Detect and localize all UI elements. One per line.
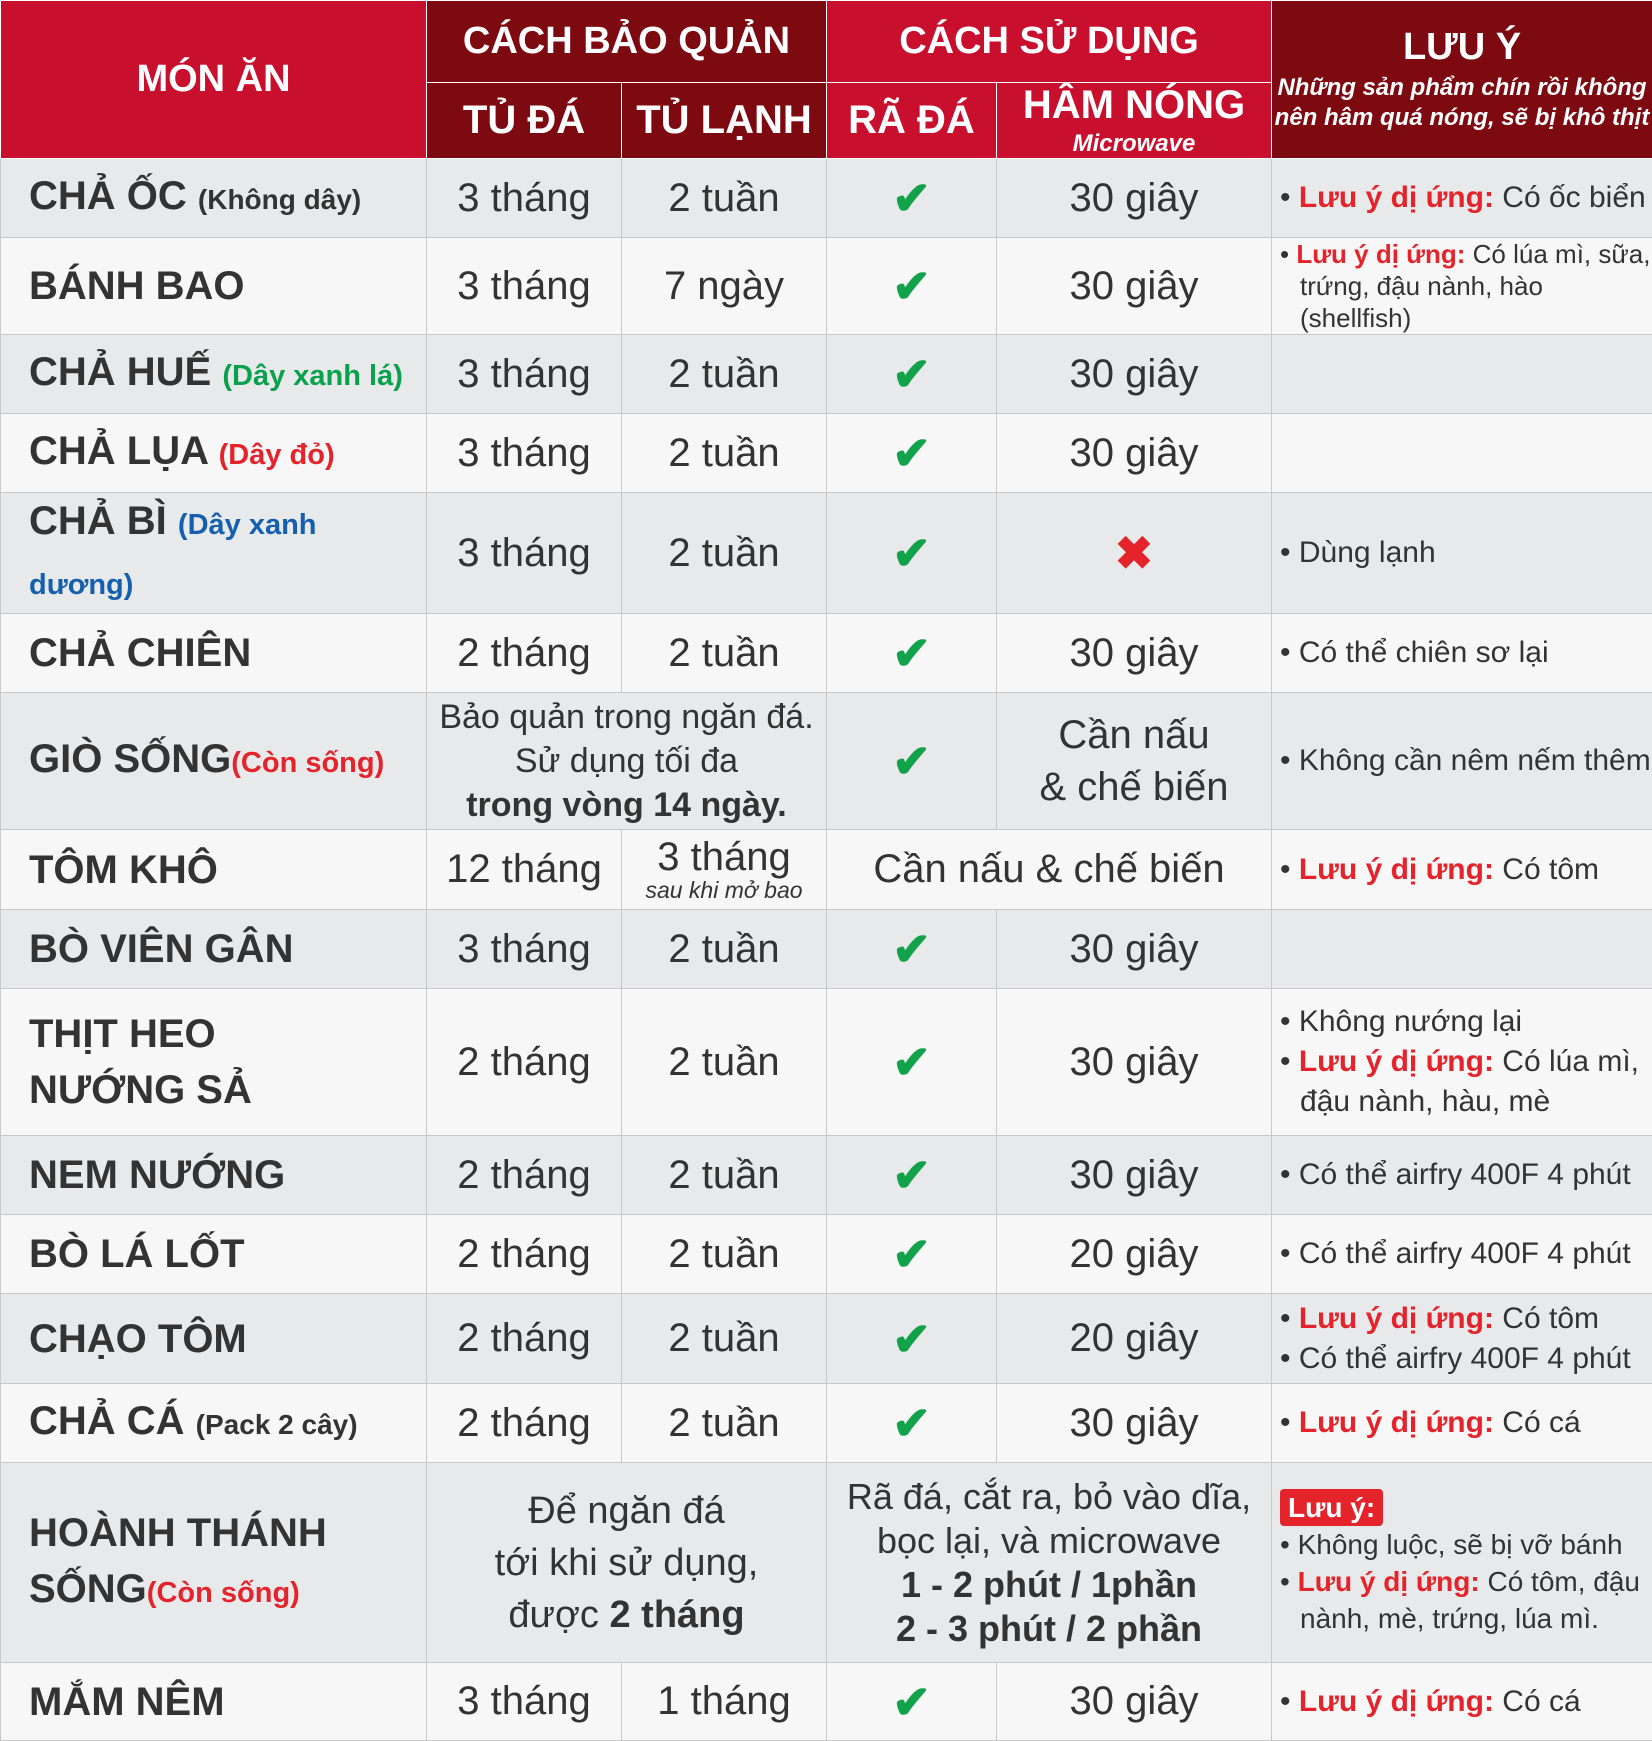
check-icon: ✔ bbox=[827, 989, 997, 1136]
usage-line: bọc lại, và microwave bbox=[827, 1519, 1271, 1563]
reheat-value: 30 giây bbox=[997, 335, 1272, 414]
note-cell bbox=[1272, 910, 1652, 989]
freezer-value: 3 tháng bbox=[427, 910, 622, 989]
item-name: CHẢ ỐC bbox=[29, 174, 187, 218]
check-icon: ✔ bbox=[827, 1384, 997, 1463]
check-icon: ✔ bbox=[827, 910, 997, 989]
note-text: Có ốc biển bbox=[1502, 181, 1645, 214]
note-text: Có lúa mì, đậu nành, hàu, mè bbox=[1300, 1045, 1639, 1118]
item-name: GIÒ SỐNG bbox=[29, 737, 231, 781]
note-text: Có cá bbox=[1502, 1685, 1580, 1718]
item-name: BÒ LÁ LỐT bbox=[29, 1232, 245, 1276]
item-tag: (Còn sống) bbox=[147, 1577, 300, 1609]
note-item: • Có thể chiên sơ lại bbox=[1280, 633, 1652, 673]
note-item: • Có thể airfry 400F 4 phút bbox=[1280, 1339, 1652, 1379]
freezer-value: 2 tháng bbox=[427, 989, 622, 1136]
reheat-value: 30 giây bbox=[997, 238, 1272, 335]
note-cell bbox=[1272, 335, 1652, 414]
note-item bbox=[1280, 1299, 1652, 1339]
item-name: CHẢ CHIÊN bbox=[29, 631, 251, 675]
note-badge: Lưu ý: bbox=[1280, 1489, 1383, 1526]
table-row bbox=[1, 238, 1652, 335]
item-tag: (Dây xanh dương) bbox=[29, 509, 317, 601]
note-item bbox=[1280, 850, 1652, 890]
allergy-label: Lưu ý dị ứng: bbox=[1299, 1302, 1494, 1335]
item-tag: (Pack 2 cây) bbox=[196, 1409, 358, 1440]
item-name-cell bbox=[1, 830, 427, 910]
storage-line: Sử dụng tối đa bbox=[427, 739, 826, 783]
check-icon: ✔ bbox=[827, 1136, 997, 1215]
check-icon: ✔ bbox=[827, 238, 997, 335]
item-name: THỊT HEO bbox=[29, 1006, 426, 1062]
item-name-cell bbox=[1, 1463, 427, 1663]
header-ham-nong-label: HÂM NÓNG bbox=[1023, 83, 1245, 127]
table-row bbox=[1, 1294, 1652, 1384]
check-icon: ✔ bbox=[827, 1294, 997, 1384]
freezer-value: 3 tháng bbox=[427, 1663, 622, 1741]
freezer-value: 3 tháng bbox=[427, 414, 622, 493]
item-name: BÁNH BAO bbox=[29, 264, 245, 308]
check-icon: ✔ bbox=[827, 159, 997, 238]
fridge-value: 2 tuần bbox=[622, 414, 827, 493]
table-row bbox=[1, 493, 1652, 614]
header-cach-su-dung: CÁCH SỬ DỤNG bbox=[827, 1, 1272, 83]
storage-line bbox=[427, 1589, 826, 1641]
reheat-value: 30 giây bbox=[997, 1384, 1272, 1463]
fridge-value: 2 tuần bbox=[622, 1384, 827, 1463]
item-tag: (Không dây) bbox=[198, 184, 361, 215]
header-ham-nong bbox=[997, 83, 1272, 159]
allergy-label: Lưu ý dị ứng: bbox=[1296, 239, 1465, 269]
note-cell bbox=[1272, 414, 1652, 493]
item-name: NƯỚNG SẢ bbox=[29, 1062, 426, 1118]
reheat-text bbox=[997, 693, 1272, 830]
item-name: CHẠO TÔM bbox=[29, 1317, 247, 1361]
note-cell bbox=[1272, 614, 1652, 693]
reheat-value: 30 giây bbox=[997, 1663, 1272, 1741]
usage-line: 1 - 2 phút / 1phần bbox=[827, 1563, 1271, 1607]
item-name: CHẢ LỤA bbox=[29, 429, 208, 473]
item-name: HOÀNH THÁNH bbox=[29, 1505, 426, 1561]
storage-word: được bbox=[508, 1594, 599, 1636]
item-name: SỐNG bbox=[29, 1567, 147, 1611]
fridge-value: 2 tuần bbox=[622, 335, 827, 414]
reheat-value: 30 giây bbox=[997, 910, 1272, 989]
fridge-value: 2 tuần bbox=[622, 910, 827, 989]
note-text: Có tôm bbox=[1502, 853, 1599, 886]
item-name-cell bbox=[1, 1384, 427, 1463]
fridge-value: 2 tuần bbox=[622, 989, 827, 1136]
reheat-value: 20 giây bbox=[997, 1215, 1272, 1294]
table-row bbox=[1, 1136, 1652, 1215]
fridge-value: 7 ngày bbox=[622, 238, 827, 335]
freezer-value: 2 tháng bbox=[427, 614, 622, 693]
storage-line: Để ngăn đá bbox=[427, 1485, 826, 1537]
note-item: • Có thể airfry 400F 4 phút bbox=[1280, 1234, 1652, 1274]
check-icon: ✔ bbox=[827, 414, 997, 493]
usage-text: Cần nấu & chế biến bbox=[827, 830, 1272, 910]
note-cell bbox=[1272, 1215, 1652, 1294]
freezer-value: 3 tháng bbox=[427, 238, 622, 335]
note-item: • Không nướng lại bbox=[1280, 1002, 1652, 1042]
header-mon-an: MÓN ĂN bbox=[1, 1, 427, 159]
usage-text bbox=[827, 1463, 1272, 1663]
note-cell bbox=[1272, 1463, 1652, 1663]
note-cell bbox=[1272, 159, 1652, 238]
note-cell bbox=[1272, 238, 1652, 335]
table-row bbox=[1, 1215, 1652, 1294]
note-text: Có cá bbox=[1502, 1406, 1580, 1439]
item-name: MẮM NÊM bbox=[29, 1680, 225, 1724]
allergy-label: Lưu ý dị ứng: bbox=[1299, 1045, 1494, 1078]
item-name-cell bbox=[1, 414, 427, 493]
note-cell bbox=[1272, 1384, 1652, 1463]
item-name-cell bbox=[1, 1294, 427, 1384]
note-item: • Có thể airfry 400F 4 phút bbox=[1280, 1155, 1652, 1195]
check-icon: ✔ bbox=[827, 1215, 997, 1294]
freezer-value: 2 tháng bbox=[427, 1294, 622, 1384]
note-item bbox=[1280, 178, 1652, 218]
storage-line: Bảo quản trong ngăn đá. bbox=[427, 695, 826, 739]
fridge-value: 2 tuần bbox=[622, 1215, 827, 1294]
item-name-cell bbox=[1, 1663, 427, 1741]
item-name: BÒ VIÊN GÂN bbox=[29, 927, 293, 971]
cross-icon: ✖ bbox=[997, 493, 1272, 614]
reheat-line: & chế biến bbox=[997, 761, 1271, 813]
item-name: TÔM KHÔ bbox=[29, 848, 218, 892]
storage-text bbox=[427, 693, 827, 830]
storage-duration: 2 tháng bbox=[609, 1594, 744, 1636]
note-text: Có lúa mì, sữa, trứng, đậu nành, hào (shellfish) bbox=[1300, 239, 1650, 333]
table-row bbox=[1, 910, 1652, 989]
storage-line: tới khi sử dụng, bbox=[427, 1537, 826, 1589]
item-name-cell bbox=[1, 493, 427, 614]
fridge-value: 2 tuần bbox=[622, 493, 827, 614]
table-row bbox=[1, 1384, 1652, 1463]
item-tag: (Còn sống) bbox=[231, 747, 384, 779]
freezer-value: 12 tháng bbox=[427, 830, 622, 910]
item-name-cell bbox=[1, 238, 427, 335]
note-item: • Không luộc, sẽ bị vỡ bánh bbox=[1280, 1526, 1652, 1563]
item-name-cell bbox=[1, 1215, 427, 1294]
fridge-value: 2 tuần bbox=[622, 1136, 827, 1215]
allergy-label: Lưu ý dị ứng: bbox=[1298, 1566, 1480, 1597]
note-item: • Dùng lạnh bbox=[1280, 533, 1652, 573]
note-text: Có tôm, đậu nành, mè, trứng, lúa mì. bbox=[1300, 1566, 1640, 1634]
reheat-value: 30 giây bbox=[997, 1136, 1272, 1215]
fridge-cell bbox=[622, 830, 827, 910]
freezer-value: 3 tháng bbox=[427, 335, 622, 414]
item-name-cell bbox=[1, 335, 427, 414]
table-row bbox=[1, 1463, 1652, 1663]
note-item: • Không cần nêm nếm thêm bbox=[1280, 741, 1652, 781]
freezer-value: 3 tháng bbox=[427, 493, 622, 614]
note-cell bbox=[1272, 1294, 1652, 1384]
reheat-value: 30 giây bbox=[997, 414, 1272, 493]
reheat-value: 30 giây bbox=[997, 159, 1272, 238]
note-item bbox=[1280, 1403, 1652, 1443]
note-cell bbox=[1272, 989, 1652, 1136]
item-name-cell bbox=[1, 1136, 427, 1215]
note-text: Có tôm bbox=[1502, 1302, 1599, 1335]
note-cell bbox=[1272, 493, 1652, 614]
header-ra-da: RÃ ĐÁ bbox=[827, 83, 997, 159]
header-luu-y bbox=[1272, 1, 1652, 159]
fridge-value: 2 tuần bbox=[622, 1294, 827, 1384]
check-icon: ✔ bbox=[827, 335, 997, 414]
note-cell bbox=[1272, 830, 1652, 910]
item-name-cell bbox=[1, 910, 427, 989]
header-cach-bao-quan: CÁCH BẢO QUẢN bbox=[427, 1, 827, 83]
fridge-value: 1 tháng bbox=[622, 1663, 827, 1741]
note-item bbox=[1280, 1682, 1652, 1722]
allergy-label: Lưu ý dị ứng: bbox=[1299, 1685, 1494, 1718]
item-name: CHẢ BÌ bbox=[29, 499, 167, 543]
allergy-label: Lưu ý dị ứng: bbox=[1299, 181, 1494, 214]
fridge-note: sau khi mở bao bbox=[622, 877, 826, 903]
header-luu-y-subtitle: Những sản phẩm chín rồi không nên hâm quá nóng, sẽ bị khô thịt bbox=[1272, 73, 1652, 133]
usage-line: Rã đá, cắt ra, bỏ vào dĩa, bbox=[827, 1475, 1271, 1519]
reheat-value: 30 giây bbox=[997, 989, 1272, 1136]
check-icon: ✔ bbox=[827, 693, 997, 830]
item-name-cell bbox=[1, 693, 427, 830]
item-tag: (Dây đỏ) bbox=[219, 439, 335, 471]
table-row bbox=[1, 989, 1652, 1136]
check-icon: ✔ bbox=[827, 1663, 997, 1741]
reheat-value: 20 giây bbox=[997, 1294, 1272, 1384]
header-microwave: Microwave bbox=[997, 130, 1271, 158]
fridge-value: 3 tháng bbox=[622, 837, 826, 877]
reheat-line: Cần nấu bbox=[997, 709, 1271, 761]
note-item bbox=[1280, 1563, 1652, 1637]
table-row bbox=[1, 414, 1652, 493]
item-name-cell bbox=[1, 614, 427, 693]
freezer-value: 2 tháng bbox=[427, 1215, 622, 1294]
header-tu-da: TỦ ĐÁ bbox=[427, 83, 622, 159]
table-row bbox=[1, 693, 1652, 830]
storage-text bbox=[427, 1463, 827, 1663]
item-tag: (Dây xanh lá) bbox=[222, 360, 403, 392]
table-row bbox=[1, 335, 1652, 414]
storage-line: trong vòng 14 ngày. bbox=[427, 783, 826, 827]
allergy-label: Lưu ý dị ứng: bbox=[1299, 853, 1494, 886]
item-name-cell bbox=[1, 159, 427, 238]
freezer-value: 2 tháng bbox=[427, 1384, 622, 1463]
note-item bbox=[1280, 238, 1652, 334]
note-cell bbox=[1272, 693, 1652, 830]
reheat-value: 30 giây bbox=[997, 614, 1272, 693]
freezer-value: 2 tháng bbox=[427, 1136, 622, 1215]
item-name: CHẢ HUẾ bbox=[29, 350, 211, 394]
usage-line: 2 - 3 phút / 2 phần bbox=[827, 1607, 1271, 1651]
fridge-value: 2 tuần bbox=[622, 159, 827, 238]
item-name: NEM NƯỚNG bbox=[29, 1153, 285, 1197]
check-icon: ✔ bbox=[827, 614, 997, 693]
fridge-value: 2 tuần bbox=[622, 614, 827, 693]
note-cell bbox=[1272, 1136, 1652, 1215]
allergy-label: Lưu ý dị ứng: bbox=[1299, 1406, 1494, 1439]
table-row bbox=[1, 1663, 1652, 1741]
note-cell bbox=[1272, 1663, 1652, 1741]
header-tu-lanh: TỦ LẠNH bbox=[622, 83, 827, 159]
freezer-value: 3 tháng bbox=[427, 159, 622, 238]
table-row bbox=[1, 614, 1652, 693]
header-luu-y-title: LƯU Ý bbox=[1272, 26, 1652, 69]
table-row bbox=[1, 159, 1652, 238]
item-name: CHẢ CÁ bbox=[29, 1399, 185, 1443]
table-row bbox=[1, 830, 1652, 910]
note-item bbox=[1280, 1042, 1652, 1122]
check-icon: ✔ bbox=[827, 493, 997, 614]
item-name-cell bbox=[1, 989, 427, 1136]
